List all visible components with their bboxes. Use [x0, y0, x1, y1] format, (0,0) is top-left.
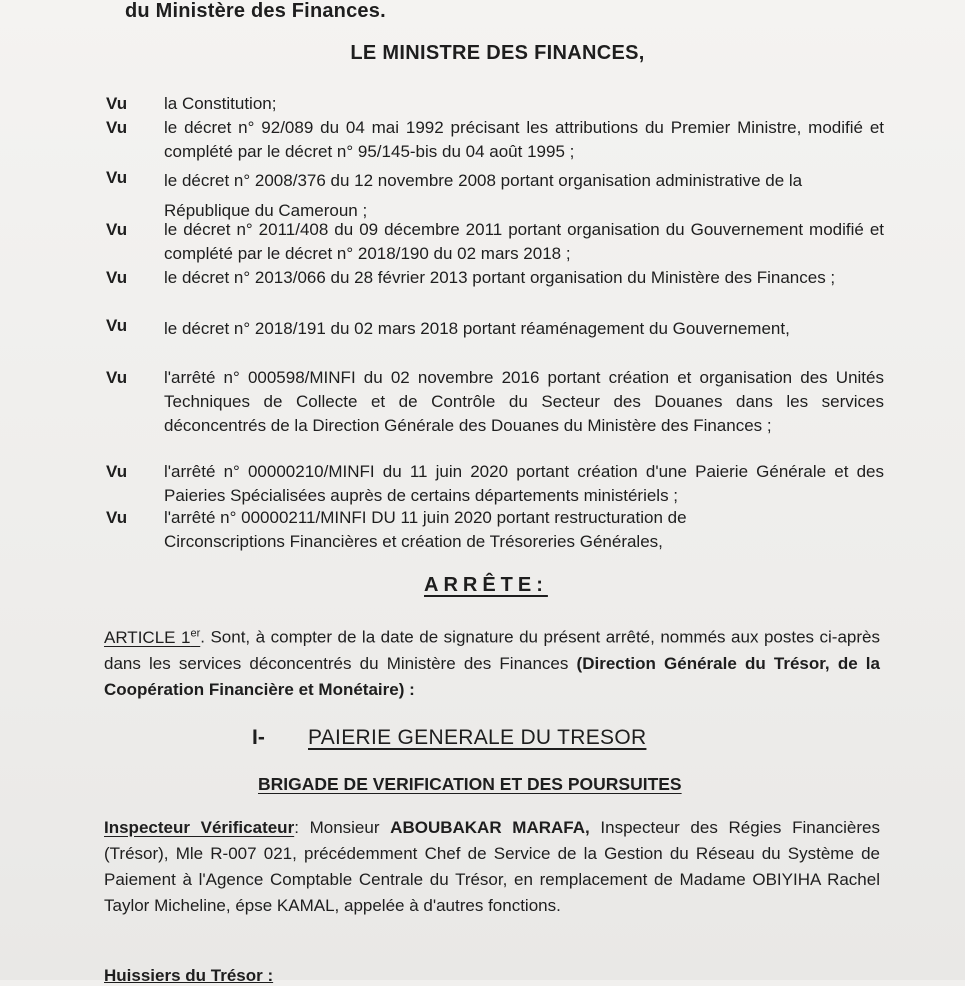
article-label [104, 628, 200, 647]
inspector-text: Inspecteur des Régies Financières (Trésor), Mle R-007 021, précédemment Chef de Service de la Gestion du Réseau du Système de Paiement à l'Agence Comptable Centrale du Trésor, en remplacement de Madame OBIYIHA Rachel Taylor Micheline, épse KAMAL, appelée à d'autres fonctions. [104, 818, 880, 915]
vu-text: le décret n° 2018/191 du 02 mars 2018 portant réaménagement du Gouvernement, [164, 319, 790, 338]
section-number: I- [252, 726, 265, 749]
vu-label: Vu [106, 316, 128, 335]
section-heading [252, 726, 646, 750]
article-label-text: ARTICLE 1 [104, 627, 191, 647]
minister-heading: LE MINISTRE DES FINANCES, [350, 42, 645, 64]
article-1 [104, 620, 880, 703]
vu-text: l'arrêté n° 00000211/MINFI DU 11 juin 2020 portant restructuration de Circonscriptions Financières et création de Trésoreries Générales, [164, 508, 687, 551]
vu-label: Vu [106, 118, 128, 137]
inspector-role: Inspecteur Vérificateur [104, 818, 295, 837]
vu-label: Vu [106, 168, 128, 187]
arrete-heading: ARRÊTE: [424, 574, 548, 596]
article-text-bold: (Direction Générale du Trésor, de la Coopération Financière et Monétaire) : [104, 653, 880, 699]
vu-text: le décret n° 92/089 du 04 mai 1992 précisant les attributions du Premier Ministre, modifié et complété par le décret n° 95/145-bis du 04 août 1995 ; [164, 118, 884, 161]
vu-label: Vu [106, 220, 128, 239]
vu-label: Vu [106, 268, 128, 287]
vu-text: le décret n° 2011/408 du 09 décembre 2011 portant organisation du Gouvernement modifié et complété par le décret n° 2018/190 du 02 mars 2018 ; [164, 220, 884, 263]
vu-label: Vu [106, 462, 128, 481]
vu-text: le décret n° 2008/376 du 12 novembre 2008 portant organisation administrative de la République du Cameroun ; [164, 171, 803, 220]
article-text: . Sont, à compter de la date de signature du présent arrêté, nommés aux postes ci-après dans les services déconcentrés du Ministère des Finances [104, 627, 880, 673]
vu-text: la Constitution; [164, 94, 277, 113]
inspector-paragraph [104, 815, 880, 919]
vu-label: Vu [106, 508, 128, 527]
vu-text: l'arrêté n° 000598/MINFI du 02 novembre 2016 portant création et organisation des Unités Techniques de Collecte et de Contrôle du Secteur des Douanes dans les services déconcentrés de la Direction Générale des Douanes du Ministère des Finances ; [164, 368, 884, 435]
vu-label: Vu [106, 368, 128, 387]
article-label-sup: er [190, 627, 201, 639]
vu-text: l'arrêté n° 00000210/MINFI du 11 juin 2020 portant création d'une Paierie Générale et des Paieries Spécialisées auprès de certains départements ministériels ; [164, 462, 884, 505]
inspector-name: ABOUBAKAR MARAFA, [390, 818, 590, 837]
vu-label: Vu [106, 94, 128, 113]
inspector-colon: : Monsieur [294, 818, 391, 837]
vu-text: le décret n° 2013/066 du 28 février 2013 portant organisation du Ministère des Finances ; [164, 268, 836, 287]
section-title: PAIERIE GENERALE DU TRESOR [308, 726, 647, 749]
header-continuation: du Ministère des Finances. [125, 0, 386, 22]
huissiers-heading: Huissiers du Trésor : [104, 966, 274, 985]
brigade-heading: BRIGADE DE VERIFICATION ET DES POURSUITES [258, 774, 682, 794]
